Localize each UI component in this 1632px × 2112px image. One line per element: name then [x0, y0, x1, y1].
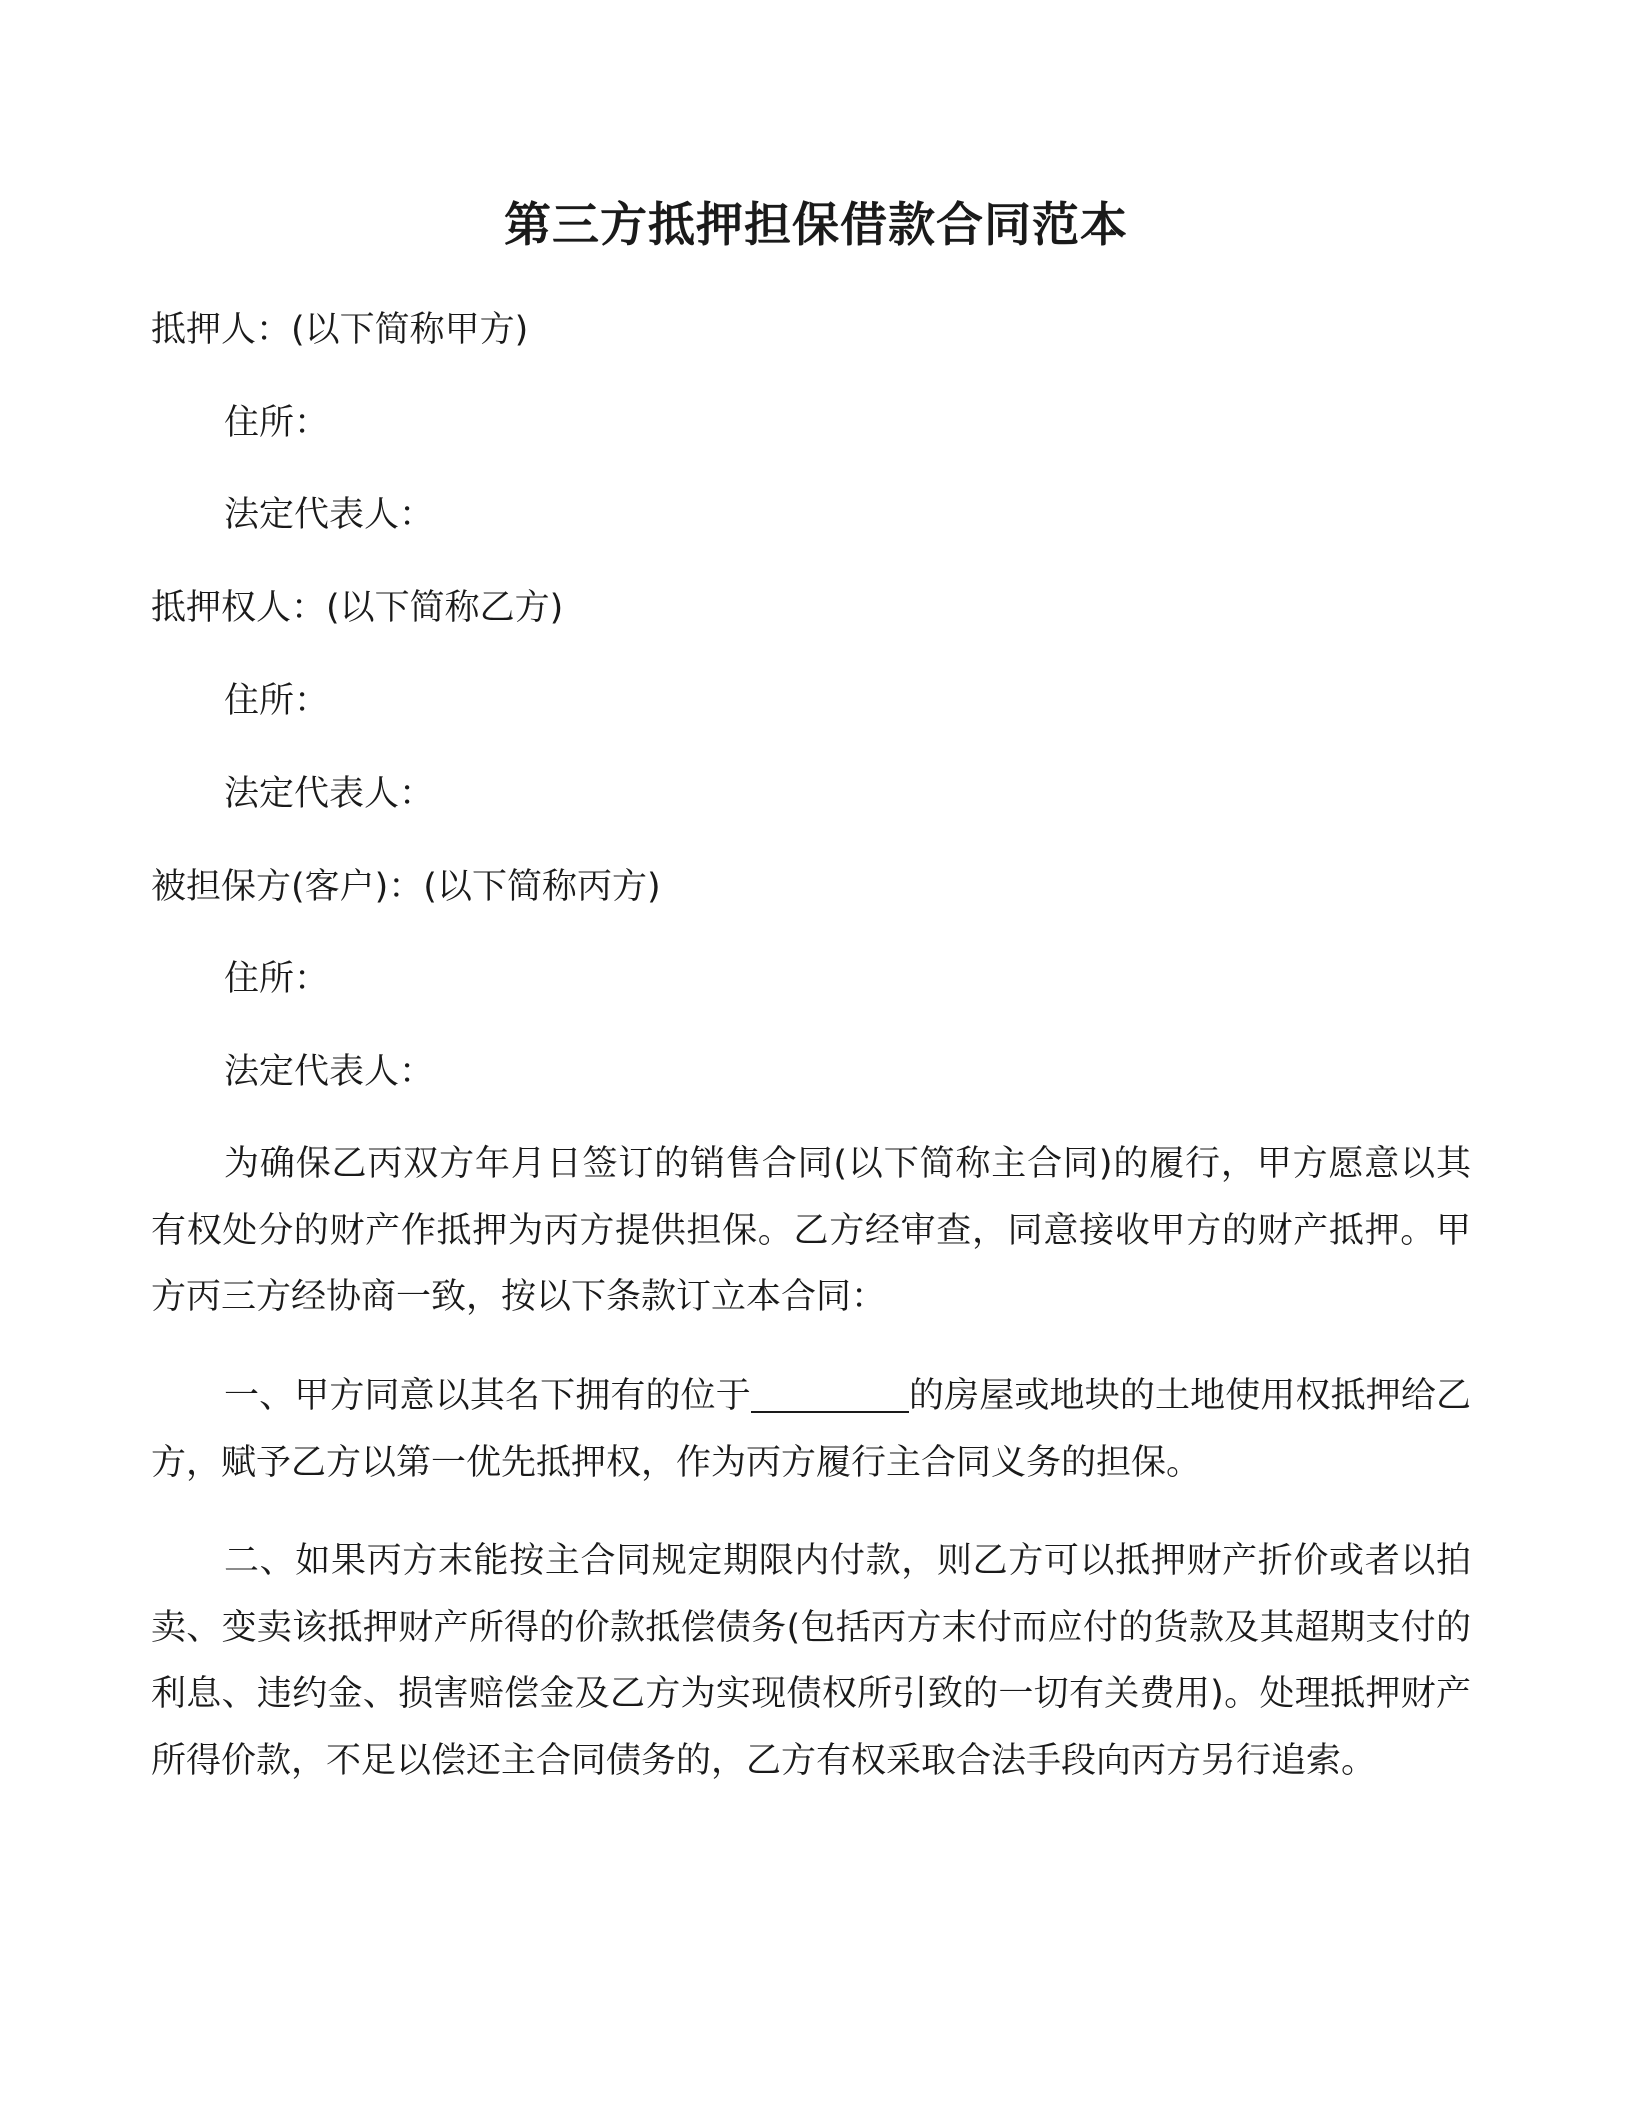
intro-paragraph: 为确保乙丙双方年月日签订的销售合同(以下简称主合同)的履行，甲方愿意以其有权处分的财产作抵押为丙方提供担保。乙方经审查，同意接收甲方的财产抵押。甲方丙三方经协商一致，按以下条款订立本合同：: [151, 1144, 1471, 1317]
clause-1-paragraph: [151, 1363, 1471, 1496]
mortgagee-heading: 抵押权人：(以下简称乙方): [151, 588, 564, 628]
clause-1-text-before: 一、甲方同意以其名下拥有的位于: [224, 1376, 751, 1416]
guaranteed-address-label: 住所：: [224, 959, 330, 999]
clause-1-text-after: 的房屋或地块的土地使用权抵押给乙方，赋予乙方以第一优先抵押权，作为丙方履行主合同义务的担保。: [151, 1376, 1471, 1483]
mortgagee-address-label: 住所：: [224, 681, 330, 721]
guaranteed-rep-label: 法定代表人：: [224, 1052, 435, 1092]
mortgagor-rep-label: 法定代表人：: [224, 495, 435, 535]
clause-2-paragraph: 二、如果丙方末能按主合同规定期限内付款，则乙方可以抵押财产折价或者以拍卖、变卖该抵押财产所得的价款抵偿债务(包括丙方末付而应付的货款及其超期支付的利息、违约金、损害赔偿金及乙方为实现债权所引致的一切有关费用)。处理抵押财产所得价款，不足以偿还主合同债务的，乙方有权采取合法手段向丙方另行追索。: [151, 1541, 1471, 1781]
mortgagor-heading: 抵押人：(以下简称甲方): [151, 310, 529, 350]
location-blank-line[interactable]: [751, 1371, 909, 1413]
mortgagee-rep-label: 法定代表人：: [224, 774, 435, 814]
mortgagor-address-label: 住所：: [224, 403, 330, 443]
guaranteed-party-heading: 被担保方(客户)：(以下简称丙方): [151, 867, 661, 907]
document-title: 第三方抵押担保借款合同范本: [504, 198, 1128, 253]
